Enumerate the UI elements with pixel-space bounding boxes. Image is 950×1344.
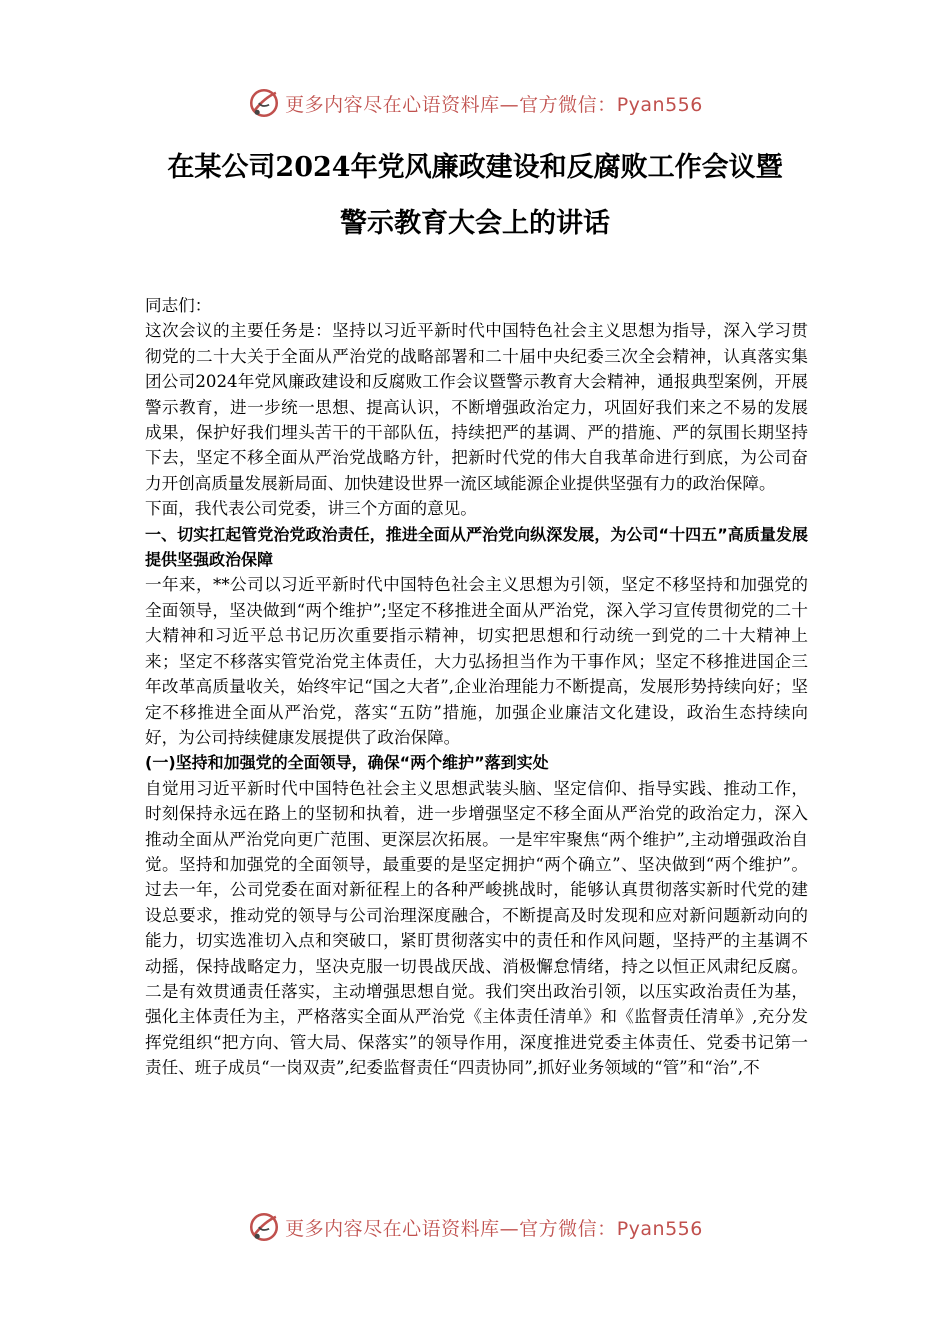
title-line-1: 在某公司2024年党风廉政建设和反腐败工作会议暨 bbox=[167, 152, 783, 183]
brand-logo-icon bbox=[247, 86, 281, 120]
paragraph-leadership: 自觉用习近平新时代中国特色社会主义思想武装头脑、坚定信仰、指导实践、推动工作，时刻保持永远在路上的坚韧和执着，进一步增强坚定不移全面从严治党的政治定力，深入推动全面从严治党向更广范围、更深层次拓展。一是牢牢聚焦“两个维护”,主动增强政治自觉。坚持和加强党的全面领导，最重要的是坚定拥护“两个确立”、坚决做到“两个维护”。过去一年，公司党委在面对新征程上的各种严峻挑战时，能够认真贯彻落实新时代党的建设总要求，推动党的领导与公司治理深度融合，不断提高及时发现和应对新问题新动向的能力，切实选准切入点和突破口，紧盯贯彻落实中的责任和作风问题，坚持严的主基调不动摇，保持战略定力，坚决克服一切畏战厌战、消极懈怠情绪，持之以恒正风肃纪反腐。二是有效贯通责任落实，主动增强思想自觉。我们突出政治引领，以压实政治责任为基，强化主体责任为主，严格落实全面从严治党《主体责任清单》和《监督责任清单》,充分发挥党组织“把方向、管大局、保落实”的领导作用，深度推进党委主体责任、党委书记第一责任、班子成员“一岗双责”,纪委监督责任“四责协同”,抓好业务领域的“管”和“治”,不 bbox=[145, 778, 808, 1078]
salutation: 同志们： bbox=[145, 296, 212, 315]
paragraph-intro: 这次会议的主要任务是：坚持以习近平新时代中国特色社会主义思想为指导，深入学习贯彻党的二十大关于全面从严治党的战略部署和二十届中央纪委三次全会精神，认真落实集团公司2024年党风廉政建设和反腐败工作会议暨警示教育大会精神，通报典型案例，开展警示教育，进一步统一思想、提高认识，不断增强政治定力，巩固好我们来之不易的发展成果，保护好我们埋头苦干的干部队伍，持续把严的基调、严的措施、严的氛围长期坚持下去，坚定不移全面从严治党战略方针，把新时代党的伟大自我革命进行到底，为公司奋力开创高质量发展新局面、加快建设世界一流区域能源企业提供坚强有力的政治保障。 bbox=[145, 321, 808, 493]
document-title bbox=[100, 140, 850, 252]
watermark-banner-bottom bbox=[0, 1207, 950, 1247]
watermark-text: 更多内容尽在心语资料库—官方微信：Pyan556 bbox=[285, 93, 703, 116]
paragraph-outline: 下面，我代表公司党委，讲三个方面的意见。 bbox=[145, 499, 477, 519]
section-heading-1: 一、切实扛起管党治党政治责任，推进全面从严治党向纵深发展，为公司“十四五”高质量发展提供坚强政治保障 bbox=[145, 524, 808, 570]
document-body bbox=[145, 293, 808, 1081]
title-line-2: 警示教育大会上的讲话 bbox=[340, 208, 610, 239]
paragraph-review: 一年来，**公司以习近平新时代中国特色社会主义思想为引领，坚定不移坚持和加强党的全面领导，坚决做到“两个维护”;坚定不移推进全面从严治党，深入学习宣传贯彻党的二十大精神和习近平总书记历次重要指示精神，切实把思想和行动统一到党的二十大精神上来；坚定不移落实管党治党主体责任，大力弘扬担当作为干事作风；坚定不移推进国企三年改革高质量收关，始终牢记“国之大者”,企业治理能力不断提高，发展形势持续向好；坚定不移推进全面从严治党，落实“五防”措施，加强企业廉洁文化建设，政治生态持续向好，为公司持续健康发展提供了政治保障。 bbox=[145, 575, 808, 747]
brand-logo-icon bbox=[247, 1210, 281, 1244]
watermark-text: 更多内容尽在心语资料库—官方微信：Pyan556 bbox=[285, 1217, 703, 1240]
subsection-heading-1: (一)坚持和加强党的全面领导，确保“两个维护”落到实处 bbox=[145, 753, 549, 773]
watermark-banner-top bbox=[0, 83, 950, 123]
